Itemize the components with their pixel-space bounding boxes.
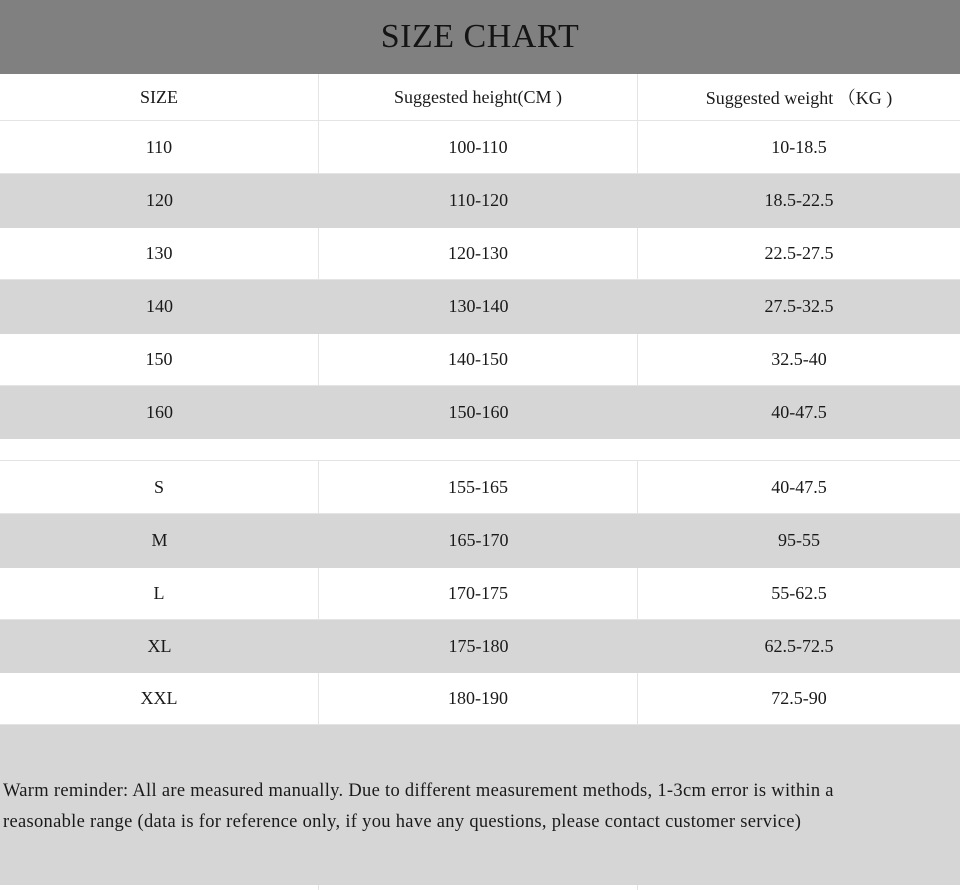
size-cell: 140: [146, 296, 173, 316]
size-cell: S: [0, 461, 319, 513]
height-cell: 140-150: [319, 334, 638, 385]
size-cell: 110: [0, 121, 319, 173]
size-cell: 160: [146, 401, 173, 422]
height-cell: 155-165: [319, 461, 638, 513]
bottom-strip-cell: [0, 885, 319, 890]
weight-cell: 22.5-27.5: [764, 243, 834, 263]
size-cell: 120: [146, 190, 173, 210]
reminder-line-1: Warm reminder: All are measured manually. Due to different measurement methods, 1-3cm error is within a: [3, 781, 834, 801]
weight-cell: 27.5-32.5: [764, 296, 834, 316]
height-cell: 175-180: [448, 635, 509, 656]
weight-cell: 40-47.5: [771, 476, 827, 497]
size-cell: XXL: [0, 673, 319, 724]
height-cell: 165-170: [448, 530, 509, 550]
size-cell: M: [151, 530, 168, 550]
weight-cell: 32.5-40: [771, 349, 827, 369]
size-cell: 150: [0, 334, 319, 385]
table-row: [0, 121, 960, 174]
table-row: [0, 461, 960, 514]
height-cell: 100-110: [319, 121, 638, 173]
height-cell: 180-190: [319, 673, 638, 724]
weight-cell: 62.5-72.5: [764, 635, 834, 656]
table-row: [0, 620, 960, 673]
reminder-line-2: reasonable range (data is for reference only, if you have any questions, please contact customer service): [3, 812, 802, 832]
title-bar: [0, 0, 960, 74]
table-row: [0, 386, 960, 439]
weight-cell: 10-18.5: [771, 136, 827, 157]
height-cell: 130-140: [448, 296, 509, 316]
size-cell: XL: [147, 635, 172, 656]
weight-cell: 72.5-90: [771, 688, 827, 708]
table-row: [0, 228, 960, 280]
page-title: SIZE CHART: [380, 18, 580, 55]
table-row: [0, 568, 960, 620]
weight-cell: 55-62.5: [771, 583, 827, 603]
header-weight: Suggested weight （KG ): [705, 88, 893, 108]
bottom-strip-cell: [638, 885, 960, 890]
weight-cell: 40-47.5: [771, 401, 827, 422]
table-row: [0, 174, 960, 228]
table-row: [0, 514, 960, 568]
section-divider: [0, 439, 960, 461]
size-cell: L: [0, 568, 319, 619]
height-cell: 110-120: [448, 190, 509, 210]
bottom-strip: [0, 885, 960, 890]
bottom-strip-cell: [319, 885, 638, 890]
weight-cell: 18.5-22.5: [764, 190, 834, 210]
height-cell: 170-175: [319, 568, 638, 619]
height-cell: 120-130: [319, 228, 638, 279]
size-cell: 130: [0, 228, 319, 279]
table-row: [0, 673, 960, 725]
table-header-row: [0, 74, 960, 121]
table-row: [0, 334, 960, 386]
table-row: [0, 280, 960, 334]
reminder-text: [3, 776, 953, 838]
header-height: Suggested height(CM ): [319, 74, 638, 120]
height-cell: 150-160: [448, 401, 509, 422]
header-size: SIZE: [0, 74, 319, 120]
weight-cell: 95-55: [778, 530, 820, 550]
